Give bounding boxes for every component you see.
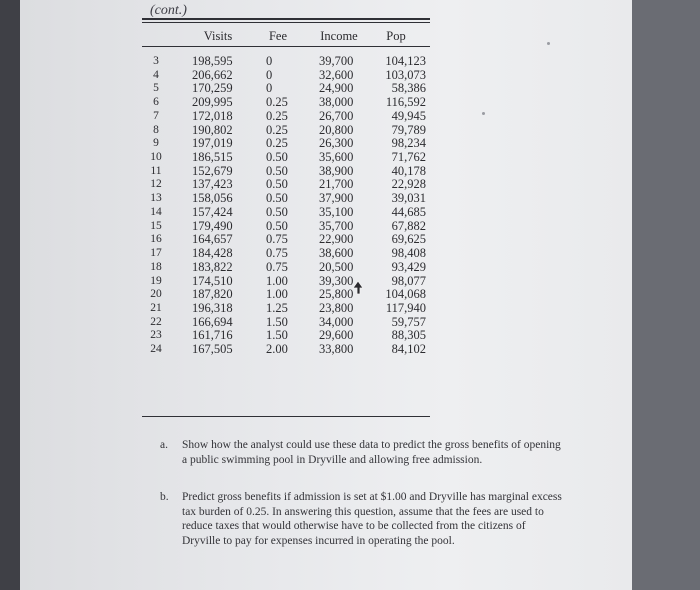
pop-cell: 103,073 [385,67,426,82]
row-number: 18 [150,260,162,273]
income-cell: 20,800 [319,122,354,137]
row-number: 17 [150,247,162,260]
income-cell: 25,800 [319,287,354,302]
fee-cell: 0 [266,54,273,68]
pop-cell: 116,592 [385,95,426,110]
pop-cell: 39,031 [391,191,426,206]
fee-cell: 0.50 [266,218,288,233]
row-number: 19 [150,274,162,287]
income-cell: 32,600 [319,67,354,82]
column-header-visits: Visits [203,29,233,43]
table-top-rule [142,18,430,20]
visits-cell: 196,318 [192,300,233,315]
pop-cell: 93,429 [391,259,426,274]
income-cell: 35,600 [319,150,354,165]
income-cell: 20,500 [319,259,354,274]
fee-cell: 1.25 [266,300,288,315]
fee-cell: 1.50 [266,328,288,343]
column-header-income: Income [320,29,358,43]
row-number: 23 [150,329,162,342]
visits-cell: 198,595 [192,54,233,68]
fee-cell: 0.25 [266,136,288,151]
column-header-fee: Fee [268,29,288,43]
pop-cell: 98,408 [391,246,426,261]
row-number: 12 [150,178,162,191]
row-number: 14 [150,205,162,218]
pop-cell: 104,123 [385,54,426,68]
income-cell: 37,900 [319,191,354,206]
visits-cell: 137,423 [192,177,233,192]
visits-cell: 166,694 [192,314,233,329]
row-number: 4 [153,68,159,81]
row-number: 5 [153,82,159,95]
fee-cell: 0.25 [266,95,288,110]
row-number: 21 [150,301,162,314]
fee-cell: 0.50 [266,204,288,219]
visits-cell: 152,679 [192,163,233,178]
visits-cell: 158,056 [192,191,233,206]
table-bottom-rule [142,416,430,417]
visits-cell: 161,716 [192,328,233,343]
continued-label: (cont.) [150,3,187,18]
row-number: 11 [150,164,162,177]
question-b-letter: b. [160,491,169,503]
pop-cell: 98,234 [391,136,426,151]
fee-cell: 0.50 [266,191,288,206]
question-a-letter: a. [160,439,168,451]
header-underline [142,46,430,47]
row-number: 16 [150,233,162,246]
row-number: 20 [150,288,162,301]
income-cell: 34,000 [319,314,354,329]
table-top-rule-thin [142,22,430,23]
speck [547,42,550,45]
pop-cell: 71,762 [391,150,426,165]
income-cell: 26,700 [319,108,354,123]
row-number: 3 [153,55,159,67]
visits-cell: 174,510 [192,273,233,288]
visits-cell: 164,657 [192,232,233,247]
income-cell: 23,800 [319,300,354,315]
fee-cell: 0.25 [266,122,288,137]
pop-cell: 98,077 [391,273,426,288]
fee-cell: 0.75 [266,246,288,261]
row-number: 15 [150,219,162,232]
visits-cell: 197,019 [192,136,233,151]
pop-cell: 67,882 [391,218,426,233]
row-number: 8 [153,123,159,136]
pop-cell: 117,940 [385,300,426,315]
fee-cell: 0.50 [266,150,288,165]
row-number: 9 [153,137,159,150]
mouse-pointer-icon [352,281,366,295]
visits-cell: 187,820 [192,287,233,302]
income-cell: 38,000 [319,95,354,110]
row-number: 10 [150,151,162,164]
income-cell: 26,300 [319,136,354,151]
income-cell: 22,900 [319,232,354,247]
income-cell: 35,100 [319,204,354,219]
pop-cell: 49,945 [391,108,426,123]
visits-cell: 190,802 [192,122,233,137]
pop-cell: 22,928 [391,177,426,192]
visits-cell: 183,822 [192,259,233,274]
income-cell: 29,600 [319,328,354,343]
fee-cell: 1.00 [266,287,288,302]
row-number: 22 [150,315,162,328]
fee-cell: 0.50 [266,177,288,192]
pop-cell: 59,757 [391,314,426,329]
visits-cell: 206,662 [192,67,233,82]
row-number: 7 [153,109,159,122]
fee-cell: 1.50 [266,314,288,329]
pop-cell: 69,625 [391,232,426,247]
pop-cell: 104,068 [385,287,426,302]
visits-cell: 172,018 [192,108,233,123]
income-cell: 39,700 [319,54,354,68]
pop-cell: 84,102 [391,342,426,357]
visits-cell: 184,428 [192,246,233,261]
question-a-text: Show how the analyst could use these data to predict the gross benefits of opening a public swimming pool in Dryville and allowing free admission. [182,439,561,466]
income-cell: 35,700 [319,218,354,233]
left-dark-edge [0,0,20,590]
visits-cell: 167,505 [192,342,233,357]
visits-cell: 179,490 [192,218,233,233]
pop-cell: 79,789 [391,122,426,137]
row-number: 6 [153,96,159,109]
fee-cell: 0.25 [266,108,288,123]
fee-cell: 1.00 [266,273,288,288]
income-cell: 24,900 [319,81,354,96]
visits-cell: 170,259 [192,81,233,96]
income-cell: 38,900 [319,163,354,178]
fee-cell: 0.50 [266,163,288,178]
row-number: 13 [150,192,162,205]
fee-cell: 0 [266,81,273,96]
fee-cell: 2.00 [266,342,288,357]
income-cell: 33,800 [319,342,354,357]
row-number: 24 [150,343,162,356]
pop-cell: 58,386 [391,81,426,96]
fee-cell: 0.75 [266,232,288,247]
pop-cell: 40,178 [391,163,426,178]
fee-cell: 0.75 [266,259,288,274]
visits-cell: 209,995 [192,95,233,110]
income-cell: 39,300 [319,273,354,288]
question-b-text: Predict gross benefits if admission is set at $1.00 and Dryville has marginal excess tax burden of 0.25. In answering this question, assume that the fees are used to reduce taxes that would otherwise have to be collected from the citizens of Dryville to pay for expenses incurred in operating the pool. [182,491,562,547]
visits-cell: 186,515 [192,150,233,165]
income-cell: 38,600 [319,246,354,261]
fee-cell: 0 [266,67,273,82]
column-header-pop: Pop [386,29,406,43]
income-cell: 21,700 [319,177,354,192]
visits-cell: 157,424 [192,204,233,219]
right-dark-edge [632,0,700,590]
pop-cell: 88,305 [391,328,426,343]
speck [482,112,485,115]
pop-cell: 44,685 [391,204,426,219]
